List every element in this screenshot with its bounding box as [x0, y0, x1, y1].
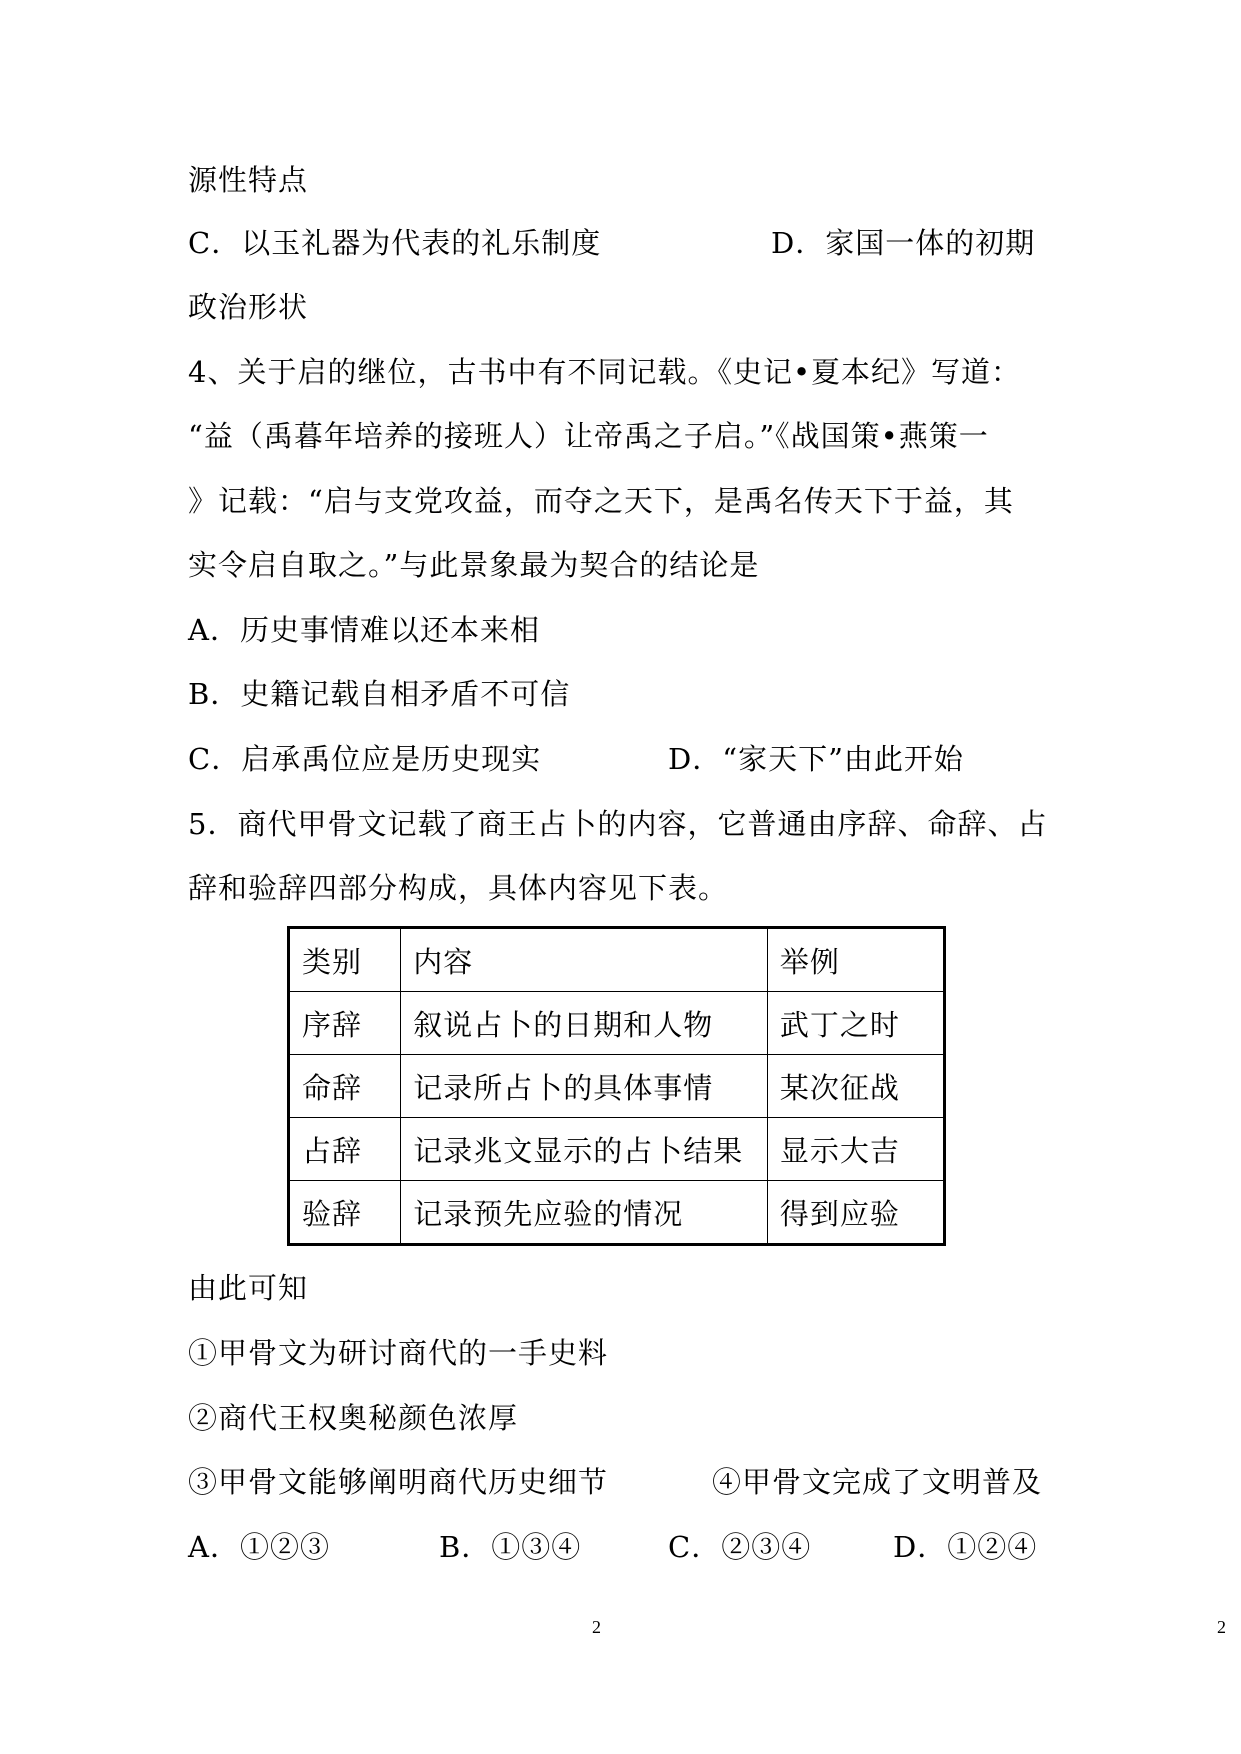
statement-3: ③甲骨文能够阐明商代历史细节 [188, 1465, 609, 1499]
table-cell: 占辞 [289, 1118, 401, 1181]
option-b-q5: B．①③④ [439, 1530, 582, 1564]
table-cell: 验辞 [289, 1181, 401, 1245]
option-a-q4: A．历史事情难以还本来相 [188, 613, 540, 647]
table-cell: 记录所占卜的具体事情 [401, 1055, 768, 1118]
statement-1: ①甲骨文为研讨商代的一手史料 [188, 1336, 609, 1370]
question-4-line-1: 4、关于启的继位，古书中有不同记载。《史记•夏本纪》写道： [188, 355, 1022, 389]
table-row [289, 1118, 945, 1181]
table-cell: 记录预先应验的情况 [401, 1181, 768, 1245]
table-cell: 得到应验 [767, 1181, 944, 1245]
option-d-q5: D．①②④ [893, 1530, 1038, 1564]
text-line-1: 源性特点 [188, 163, 309, 197]
table-header-cell: 类别 [289, 928, 401, 992]
table-header-row [289, 928, 945, 992]
table-cell: 显示大吉 [767, 1118, 944, 1181]
table-cell: 命辞 [289, 1055, 401, 1118]
table-row [289, 1055, 945, 1118]
page-number-right: 2 [1217, 1617, 1226, 1637]
option-c-q5: C．②③④ [668, 1530, 812, 1564]
option-c-q3: C．以玉礼器为代表的礼乐制度 [188, 226, 602, 260]
text-line-3: 政治形状 [188, 290, 309, 324]
table-header-cell: 举例 [767, 928, 944, 992]
table-cell: 序辞 [289, 992, 401, 1055]
question-5-line-2: 辞和验辞四部分构成，具体内容见下表。 [188, 871, 729, 905]
table-cell: 叙说占卜的日期和人物 [401, 992, 768, 1055]
page-number: 2 [592, 1617, 601, 1637]
table-header-cell: 内容 [401, 928, 768, 992]
table-cell: 某次征战 [767, 1055, 944, 1118]
table-row [289, 992, 945, 1055]
question-4-line-3: 》记载：“启与支党攻益，而夺之天下，是禹名传天下于益，其 [188, 484, 1014, 518]
table-cell: 武丁之时 [767, 992, 944, 1055]
option-a-q5: A．①②③ [188, 1530, 330, 1564]
text-line-conclusion: 由此可知 [188, 1271, 309, 1305]
statement-2: ②商代王权奥秘颜色浓厚 [188, 1401, 519, 1435]
table-row [289, 1181, 945, 1245]
question-4-line-2: “益（禹暮年培养的接班人）让帝禹之子启。”《战国策•燕策一 [188, 419, 989, 453]
option-c-q4: C．启承禹位应是历史现实 [188, 742, 542, 776]
question-4-line-4: 实令启自取之。”与此景象最为契合的结论是 [188, 548, 760, 582]
option-b-q4: B．史籍记载自相矛盾不可信 [188, 677, 571, 711]
table-cell: 记录兆文显示的占卜结果 [401, 1118, 768, 1181]
oracle-bone-table [287, 926, 946, 1246]
question-5-line-1: 5．商代甲骨文记载了商王占卜的内容，它普通由序辞、命辞、占 [188, 807, 1048, 841]
option-d-q4: D．“家天下”由此开始 [668, 742, 964, 776]
option-d-q3: D．家国一体的初期 [771, 226, 1036, 260]
statement-4: ④甲骨文完成了文明普及 [712, 1465, 1043, 1499]
